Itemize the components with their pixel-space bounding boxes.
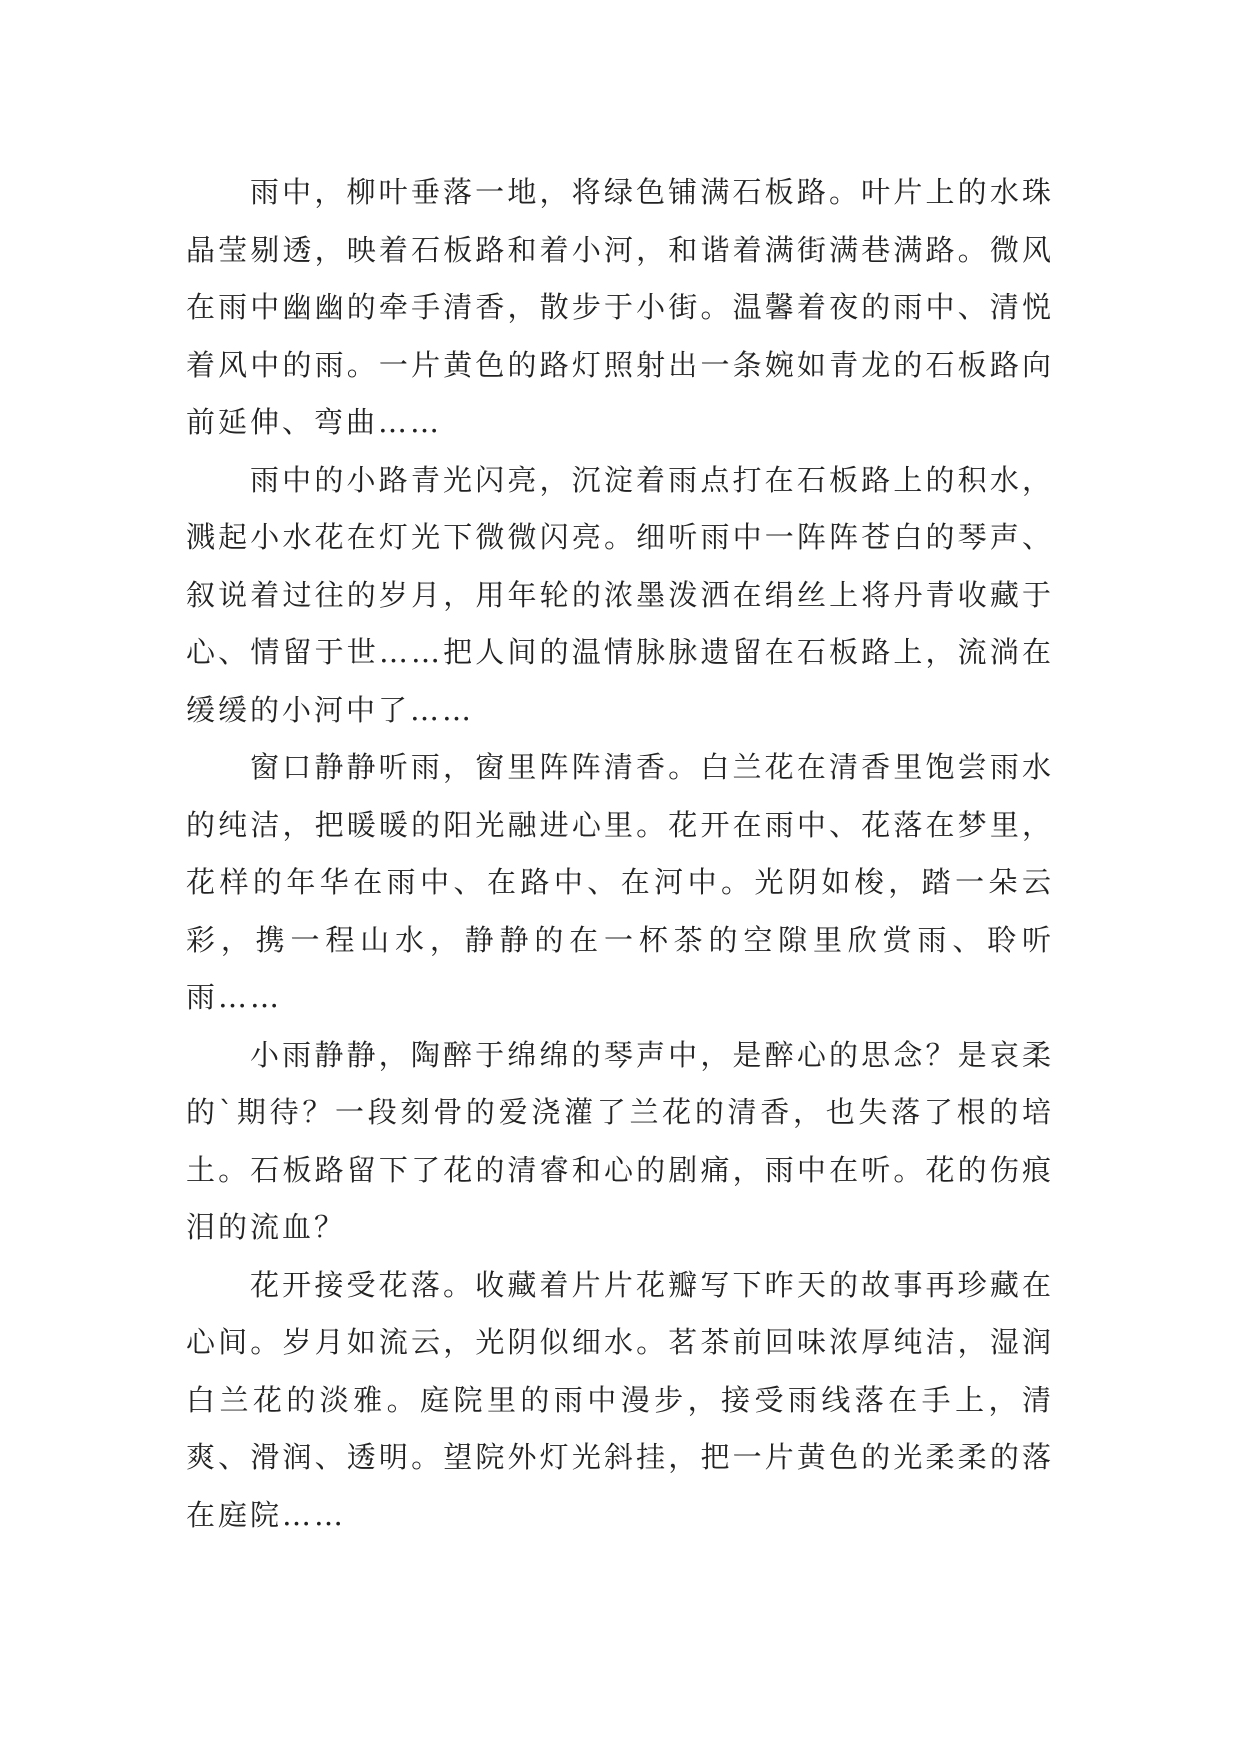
article-body (186, 164, 1054, 1544)
paragraph-5: 花开接受花落。收藏着片片花瓣写下昨天的故事再珍藏在心间。岁月如流云，光阴似细水。茗茶前回味浓厚纯洁，湿润白兰花的淡雅。庭院里的雨中漫步，接受雨线落在手上，清爽、滑润、透明。望院外灯光斜挂，把一片黄色的光柔柔的落在庭院…… (186, 1267, 1054, 1532)
paragraph-4: 小雨静静，陶醉于绵绵的琴声中，是醉心的思念？是哀柔的`期待？一段刻骨的爱浇灌了兰花的清香，也失落了根的培土。石板路留下了花的清睿和心的剧痛，雨中在听。花的伤痕泪的流血？ (186, 1037, 1054, 1244)
paragraph-2: 雨中的小路青光闪亮，沉淀着雨点打在石板路上的积水，溅起小水花在灯光下微微闪亮。细听雨中一阵阵苍白的琴声、叙说着过往的岁月，用年轮的浓墨泼洒在绢丝上将丹青收藏于心、情留于世……把人间的温情脉脉遗留在石板路上，流淌在缓缓的小河中了…… (186, 462, 1054, 727)
paragraph-3: 窗口静静听雨，窗里阵阵清香。白兰花在清香里饱尝雨水的纯洁，把暖暖的阳光融进心里。花开在雨中、花落在梦里，花样的年华在雨中、在路中、在河中。光阴如梭，踏一朵云彩，携一程山水，静静的在一杯茶的空隙里欣赏雨、聆听雨…… (186, 750, 1054, 1014)
paragraph-1: 雨中，柳叶垂落一地，将绿色铺满石板路。叶片上的水珠晶莹剔透，映着石板路和着小河，和谐着满街满巷满路。微风在雨中幽幽的牵手清香，散步于小街。温馨着夜的雨中、清悦着风中的雨。一片黄色的路灯照射出一条婉如青龙的石板路向前延伸、弯曲…… (186, 175, 1054, 439)
